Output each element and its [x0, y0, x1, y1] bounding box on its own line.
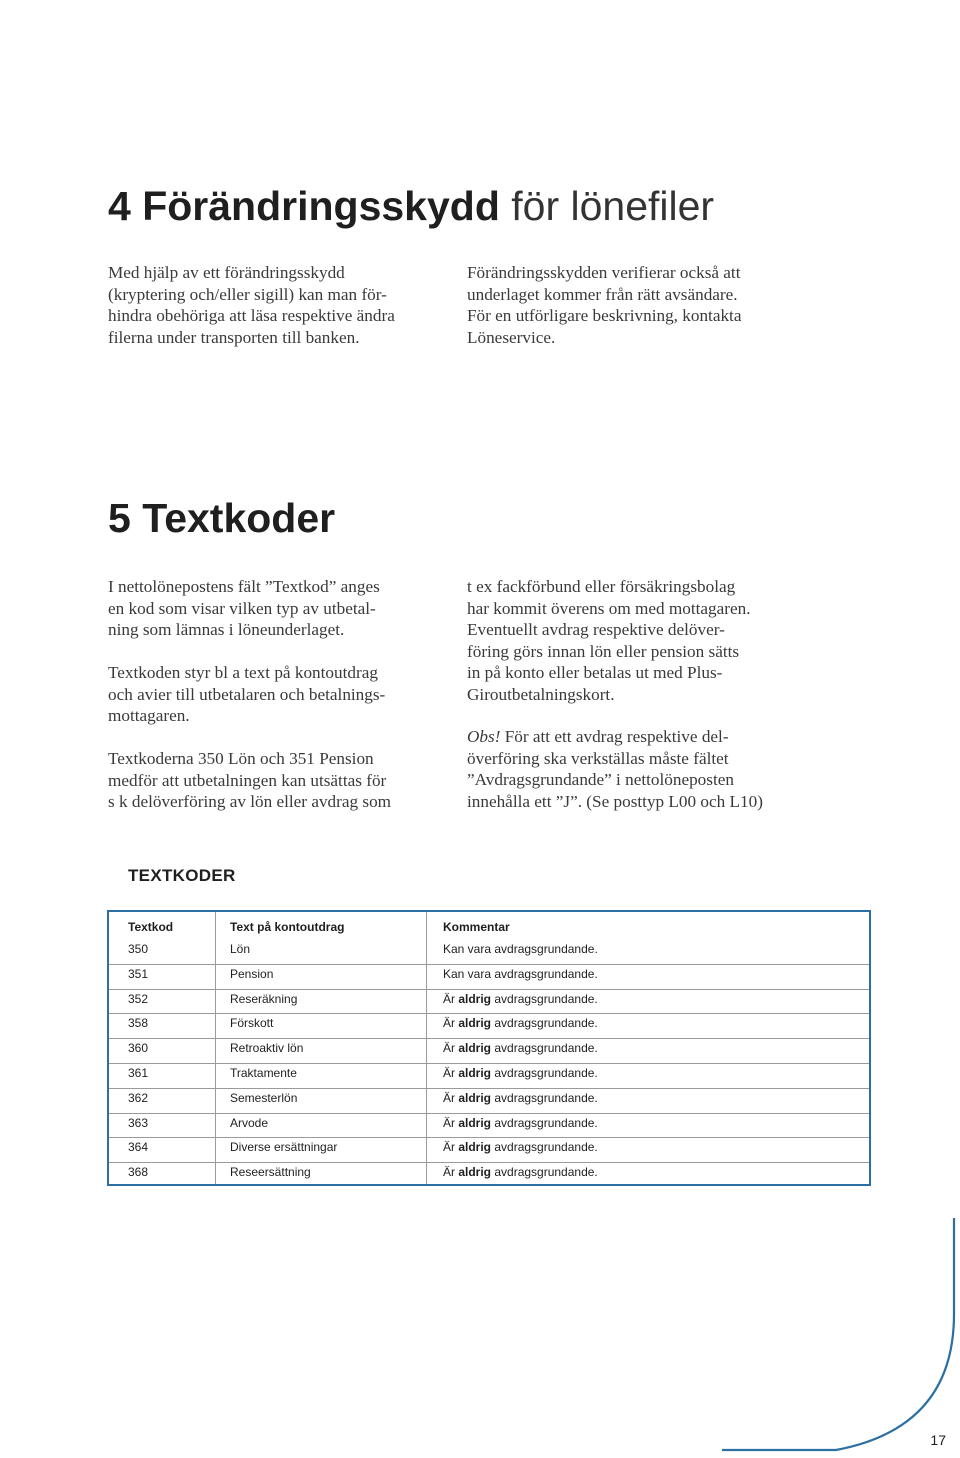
- table-cell-code: 350: [128, 942, 149, 956]
- comment-emphasis: aldrig: [458, 1066, 492, 1080]
- comment-text: Är: [443, 1066, 459, 1080]
- comment-text: Är: [443, 1165, 459, 1180]
- comment-emphasis: aldrig: [458, 991, 492, 1006]
- table-cell-comment: [443, 1116, 598, 1130]
- comment-text: avdragsgrundande.: [491, 1041, 598, 1056]
- comment-text: avdragsgrundande.: [491, 1066, 598, 1080]
- table-cell-comment: [443, 967, 598, 981]
- table-row-divider: [109, 1162, 869, 1163]
- table-cell-comment: [443, 1016, 598, 1030]
- table-header-code: Textkod: [128, 920, 174, 934]
- table-cell-comment: [443, 1066, 598, 1080]
- table-row-divider: [109, 1063, 869, 1064]
- table-cell-code: 352: [128, 991, 149, 1006]
- table-cell-code: 351: [128, 966, 149, 981]
- corner-curve-line: [722, 1218, 954, 1450]
- table-cell-code: 361: [128, 1066, 149, 1080]
- table-cell-comment: [443, 1091, 598, 1105]
- table-cell-text: Arvode: [230, 1115, 269, 1130]
- table-cell-comment: [443, 1140, 598, 1154]
- comment-emphasis: aldrig: [458, 1041, 492, 1056]
- section-5-heading-text: 5 Textkoder: [108, 495, 336, 541]
- comment-text: avdragsgrundande.: [491, 1090, 598, 1105]
- table-cell-text: Reseersättning: [230, 1165, 311, 1180]
- table-cell-code: 360: [128, 1041, 149, 1056]
- textkoder-table: [107, 910, 871, 1186]
- table-column-divider: [426, 912, 427, 1184]
- table-row-divider: [109, 1013, 869, 1014]
- section-4-heading: [108, 183, 715, 229]
- obs-text: För att ett avdrag respektive del- överföring ska verkställas måste fältet ”Avdragsgrundande” i nettolöneposten innehålla ett ”J”. (Se posttyp L00 och L10): [467, 727, 763, 811]
- table-row-divider: [109, 1088, 869, 1089]
- section-5-right-paragraph-2: [467, 726, 807, 812]
- comment-text: avdragsgrundande.: [491, 1115, 598, 1130]
- table-cell-code: 368: [128, 1165, 149, 1180]
- table-cell-text: Retroaktiv lön: [230, 1041, 304, 1056]
- comment-text: Är: [443, 991, 459, 1006]
- decorative-corner-curve: [722, 1218, 960, 1458]
- section-5-right-paragraph-1: t ex fackförbund eller försäkringsbolag har kommit överens om med mottagaren. Eventuellt avdrag respektive delöver- föring görs innan lön eller pension sätts in på konto eller betalas ut med Plus- Giroutbetalningskort.: [467, 577, 751, 704]
- table-header-text: Text på kontoutdrag: [230, 920, 345, 934]
- comment-text: Är: [443, 1041, 459, 1056]
- table-cell-text: Lön: [230, 942, 251, 956]
- section-5-heading: [108, 495, 336, 541]
- comment-emphasis: aldrig: [458, 1165, 492, 1180]
- table-row-divider: [109, 1113, 869, 1114]
- table-cell-code: 362: [128, 1090, 149, 1105]
- table-cell-text: Semesterlön: [230, 1090, 298, 1105]
- table-cell-code: 363: [128, 1115, 149, 1130]
- table-row-divider: [109, 1137, 869, 1138]
- section-5-left-paragraph-1: I nettolönepostens fält ”Textkod” anges en kod som visar vilken typ av utbetal- ning som lämnas i löneunderlaget.: [108, 577, 380, 640]
- section-4-heading-rest: för lönefiler: [499, 183, 715, 229]
- table-row-divider: [109, 964, 869, 965]
- comment-text: Är: [443, 1115, 459, 1130]
- comment-text: avdragsgrundande.: [491, 991, 598, 1006]
- comment-text: Är: [443, 1090, 459, 1105]
- comment-text: Kan vara avdragsgrundande.: [443, 966, 598, 981]
- table-cell-text: Diverse ersättningar: [230, 1140, 338, 1155]
- table-cell-comment: [443, 992, 598, 1006]
- comment-text: Är: [443, 1140, 459, 1155]
- section-5-left-paragraph-3: Textkoderna 350 Lön och 351 Pension medför att utbetalningen kan utsättas för s k delöverföring av lön eller avdrag som: [108, 749, 392, 812]
- table-cell-comment: [443, 1165, 598, 1179]
- table-cell-comment: [443, 942, 598, 956]
- table-cell-comment: [443, 1041, 598, 1055]
- comment-text: avdragsgrundande.: [491, 1016, 598, 1031]
- comment-text: Är: [443, 1016, 459, 1031]
- table-label: TEXTKODER: [128, 866, 236, 885]
- comment-text: avdragsgrundande.: [491, 1165, 598, 1180]
- table-cell-text: Förskott: [230, 1016, 274, 1031]
- table-cell-code: 364: [128, 1140, 149, 1155]
- obs-label: Obs!: [467, 727, 501, 746]
- section-4-right-paragraph: Förändringsskydden verifierar också att underlaget kommer från rätt avsändare. För en utförligare beskrivning, kontakta Löneservice.: [467, 263, 742, 347]
- comment-text: Kan vara avdragsgrundande.: [443, 942, 598, 956]
- table-column-divider: [215, 912, 216, 1184]
- table-row-divider: [109, 1038, 869, 1039]
- page-number: 17: [930, 1432, 946, 1448]
- table-cell-text: Pension: [230, 966, 274, 981]
- comment-emphasis: aldrig: [458, 1115, 492, 1130]
- table-cell-text: Traktamente: [230, 1066, 297, 1080]
- table-row-divider: [109, 989, 869, 990]
- table-header-comment: Kommentar: [443, 920, 510, 934]
- table-cell-code: 358: [128, 1016, 149, 1031]
- section-5-left-paragraph-2: Textkoden styr bl a text på kontoutdrag och avier till utbetalaren och betalnings- mottagaren.: [108, 663, 386, 726]
- comment-emphasis: aldrig: [458, 1090, 492, 1105]
- section-4-left-paragraph: Med hjälp av ett förändringsskydd (kryptering och/eller sigill) kan man för- hindra obehöriga att läsa respektive ändra filerna under transporten till banken.: [108, 263, 395, 347]
- comment-text: avdragsgrundande.: [491, 1140, 598, 1155]
- table-cell-text: Reseräkning: [230, 991, 298, 1006]
- comment-emphasis: aldrig: [458, 1016, 492, 1031]
- section-4-heading-bold: 4 Förändringsskydd: [108, 183, 500, 229]
- comment-emphasis: aldrig: [458, 1140, 492, 1155]
